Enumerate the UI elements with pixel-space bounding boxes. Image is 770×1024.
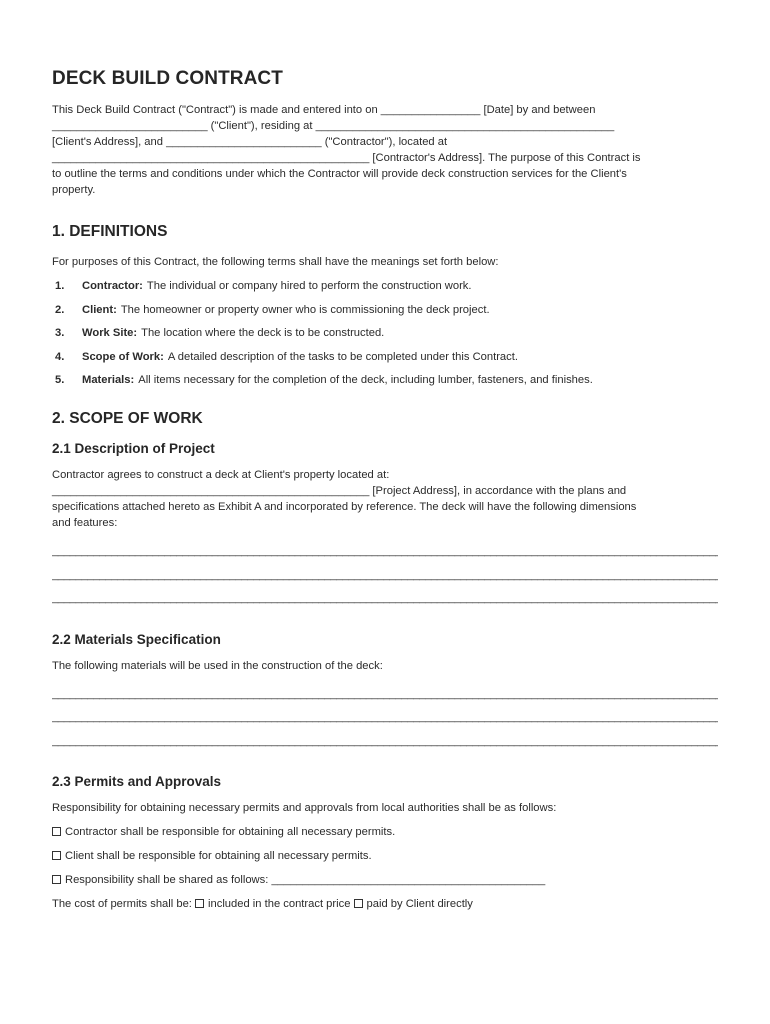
- definition-number: 5.: [55, 374, 65, 387]
- intro-line: property.: [52, 184, 96, 196]
- permit-cost-option-label: included in the contract price: [208, 898, 351, 911]
- definition-item: [52, 302, 720, 318]
- intro-paragraph: [52, 102, 720, 198]
- definition-text: All items necessary for the completion of the deck, including lumber, fasteners, and finishes.: [138, 374, 593, 387]
- fill-in-line[interactable]: [52, 733, 718, 749]
- definitions-lead: For purposes of this Contract, the following terms shall have the meanings set forth below:: [52, 256, 499, 268]
- materials-heading: 2.2 Materials Specification: [52, 631, 221, 647]
- description-line: and features:: [52, 517, 118, 530]
- checkbox[interactable]: [52, 827, 61, 836]
- permit-option-label: Responsibility shall be shared as follows: ____________________________________________: [65, 874, 546, 887]
- definition-text: The individual or company hired to perform the construction work.: [146, 280, 472, 292]
- definition-number: 2.: [55, 303, 65, 316]
- definition-item: [52, 372, 720, 388]
- fill-in-line[interactable]: [52, 543, 718, 559]
- definitions-heading: 1. DEFINITIONS: [52, 223, 168, 240]
- permit-option-contractor: [52, 824, 720, 840]
- intro-line: to outline the terms and conditions under which the Contractor will provide deck construction services for the Client's: [52, 168, 627, 180]
- permits-lead: Responsibility for obtaining necessary permits and approvals from local authorities shall be as follows:: [52, 802, 557, 815]
- definition-text: A detailed description of the tasks to be completed under this Contract.: [167, 350, 518, 363]
- intro-line: _________________________ ("Client"), residing at ________________________________________________: [52, 120, 615, 132]
- definitions-list: [52, 278, 720, 388]
- intro-line: [Client's Address], and _________________________ ("Contractor"), located at: [52, 136, 448, 148]
- fill-in-line[interactable]: [52, 686, 718, 702]
- definition-number: 4.: [55, 350, 65, 363]
- scope-heading: 2. SCOPE OF WORK: [52, 410, 203, 428]
- permit-cost-option-label: paid by Client directly: [366, 898, 473, 911]
- definition-number: 3.: [55, 327, 65, 340]
- permit-option-label: Client shall be responsible for obtaining all necessary permits.: [65, 850, 372, 863]
- checkbox[interactable]: [195, 899, 204, 908]
- fill-in-line[interactable]: [52, 709, 718, 725]
- description-heading: 2.1 Description of Project: [52, 441, 215, 457]
- definition-term: Materials:: [82, 374, 135, 387]
- definition-number: 1.: [55, 280, 65, 292]
- intro-line: ___________________________________________________ [Contractor's Address]. The purpose of this Contract is: [52, 152, 641, 164]
- definition-item: [52, 278, 720, 294]
- checkbox[interactable]: [354, 899, 363, 908]
- definition-term: Client:: [82, 303, 117, 316]
- materials-lead: The following materials will be used in the construction of the deck:: [52, 659, 383, 672]
- definition-item: [52, 325, 720, 341]
- definition-term: Contractor:: [82, 280, 143, 292]
- checkbox[interactable]: [52, 851, 61, 860]
- permit-cost-line: [52, 896, 720, 912]
- description-line: ___________________________________________________ [Project Address], in accordance with the plans and: [52, 485, 627, 498]
- permit-option-shared: [52, 872, 720, 888]
- definition-text: The homeowner or property owner who is commissioning the deck project.: [120, 303, 490, 316]
- fill-in-line[interactable]: [52, 590, 718, 606]
- permit-option-client: [52, 848, 720, 864]
- permit-option-label: Contractor shall be responsible for obtaining all necessary permits.: [65, 826, 396, 839]
- definition-term: Work Site:: [82, 327, 138, 340]
- definition-item: [52, 349, 720, 365]
- definition-text: The location where the deck is to be constructed.: [141, 327, 385, 340]
- document-title: DECK BUILD CONTRACT: [52, 68, 283, 89]
- checkbox[interactable]: [52, 875, 61, 884]
- permits-heading: 2.3 Permits and Approvals: [52, 774, 222, 790]
- description-line: specifications attached hereto as Exhibit A and incorporated by reference. The deck will have the following dimensions: [52, 501, 637, 514]
- fill-in-line[interactable]: [52, 567, 718, 583]
- permit-cost-lead: The cost of permits shall be:: [52, 898, 192, 911]
- definition-term: Scope of Work:: [82, 350, 164, 363]
- description-line: Contractor agrees to construct a deck at Client's property located at:: [52, 469, 390, 482]
- intro-line: This Deck Build Contract ("Contract") is made and entered into on ________________ [Date] by and between: [52, 104, 596, 116]
